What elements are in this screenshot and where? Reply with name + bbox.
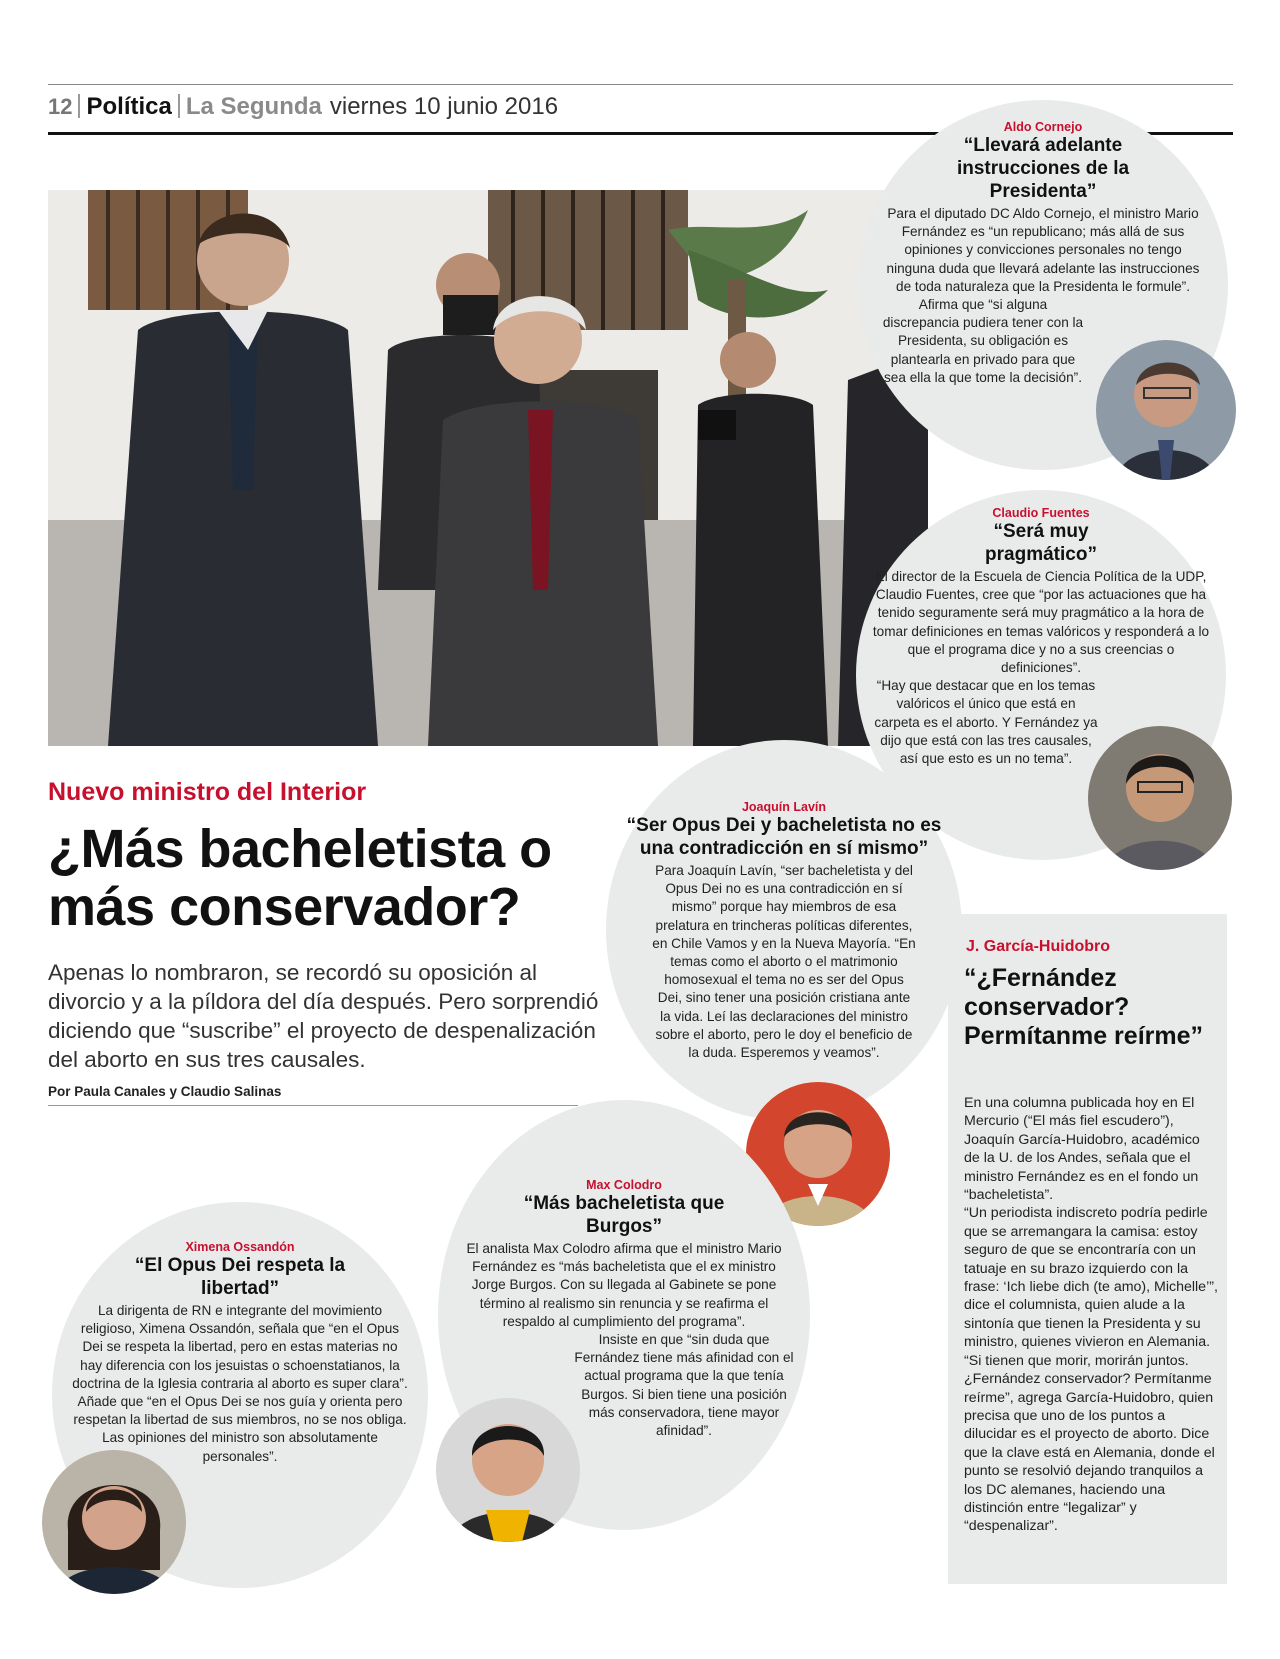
portrait-colodro-illustration (436, 1398, 580, 1542)
page-number: 12 (48, 94, 73, 119)
section-name: Política (86, 93, 172, 120)
portrait-colodro (436, 1398, 580, 1542)
main-photo-illustration (48, 190, 928, 746)
quote-cornejo-name: Aldo Cornejo (1003, 120, 1083, 134)
main-photo (48, 190, 928, 746)
quote-ossandon-name: Ximena Ossandón (185, 1240, 295, 1254)
quote-cornejo-body: Para el diputado DC Aldo Cornejo, el ministro Mario Fernández es “un republicano; más allá de sus opiniones y convicciones personales no tengo ninguna duda que llevará adelante las instrucciones de toda naturaleza que la Presidenta le formule”. (886, 206, 1200, 294)
quote-lavin (622, 800, 946, 1062)
byline-rule (48, 1105, 578, 1106)
portrait-cornejo (1096, 340, 1236, 480)
sidebar-title: “¿Fernández conservador? Permítanme reírme” (964, 964, 1204, 1050)
portrait-ossandon (42, 1450, 186, 1594)
header-separator (178, 94, 180, 118)
story-headline: ¿Más bacheletista o más conservador? (48, 819, 552, 937)
quote-colodro-title: “Más bacheletista que Burgos” (523, 1193, 725, 1237)
quote-lavin-body: Para Joaquín Lavín, “ser bacheletista y del Opus Dei no es una contradicción en sí mismo” porque hay miembros de esa prelatura en trincheras políticas diferentes, en Chile Vamos y en la Nueva Mayoría. “En temas como el aborto o el matrimonio homosexual el tema no es ser del Opus Dei, sino tener una posición cristiana ante la vida. Leí las declaraciones del ministro sobre el aborto, pero le doy el beneficio de la duda. Esperemos y veamos”. (652, 863, 916, 1061)
quote-fuentes-body2: “Hay que destacar que en los temas valóricos el único que está en carpeta es el aborto. Y Fernández ya dijo que está con las tres causales, así que esto es un no tema”. (874, 678, 1098, 767)
portrait-fuentes-illustration (1088, 726, 1232, 870)
sidebar-paragraph: “Un periodista indiscreto podría pedirle que se arremangara la camisa: estoy seguro de que se encontraría con un tatuaje en su brazo izquierdo con la frase: ‘Ich liebe dich (te amo), Michelle’”, dice el columnista, quien alude a la sintonía que tienen la Presidenta y su ministro, quienes vivieron en Alemania. “Si tienen que morir, morirán juntos. ¿Fernández conservador? Permítanme reírme”, agrega García-Huidobro, quien precisa que uno de los puntos a dilucidar es el proyecto de aborto. Dice que la clave está en Alemania, donde el punto se resolvió dejando tranquilos a los DC alemanes, haciendo una distinción entre “legalizar” y “despenalizar”. (964, 1205, 1218, 1535)
portrait-ossandon-illustration (42, 1450, 186, 1594)
header-top-rule (48, 84, 1233, 85)
quote-lavin-name: Joaquín Lavín (741, 800, 827, 814)
quote-fuentes-name: Claudio Fuentes (992, 506, 1090, 520)
quote-colodro-body2: Insiste en que “sin duda que Fernández tiene más afinidad con el actual programa que la que tenía Burgos. Si bien tiene una posición más conservadora, tiene mayor afinidad”. (574, 1332, 794, 1439)
quote-cornejo-body2: Afirma que “si alguna discrepancia pudiera tener con la Presidenta, su obligación es plantearla en privado para que sea ella la que tome la decisión”. (882, 297, 1084, 385)
quote-cornejo-title: “Llevará adelante instrucciones de la Presidenta” (956, 135, 1130, 202)
quote-colodro-body: El analista Max Colodro afirma que el ministro Mario Fernández es “más bacheletista que el ex ministro Jorge Burgos. Con su llegada al Gabinete se pone término al realismo sin renuncia y se reafirma el respaldo al cumplimiento del programa”. (466, 1241, 782, 1329)
sidebar-paragraph: En una columna publicada hoy en El Mercurio (“El más fiel escudero”), Joaquín García-Huidobro, académico de la U. de los Andes, señala que el ministro Fernández es en el fondo un “bacheletista”. (964, 1095, 1200, 1204)
story-kicker: Nuevo ministro del Interior (48, 778, 367, 806)
story-byline: Por Paula Canales y Claudio Salinas (48, 1084, 282, 1099)
quote-ossandon-body: La dirigenta de RN e integrante del movimiento religioso, Ximena Ossandón, señala que “en el Opus Dei se respeta la libertad, pero en estas materias no hay diferencia con los jesuistas o schoenstatianos, la doctrina de la Iglesia contraria al aborto es super clara”. Añade que “en el Opus Dei se nos guía y orienta pero respetan la libertad de sus miembros, no se nos obliga. Las opiniones del ministro son absolutamente personales”. (72, 1303, 408, 1464)
quote-ossandon-title: “El Opus Dei respeta la libertad” (134, 1255, 346, 1299)
quote-fuentes-body: El director de la Escuela de Ciencia Política de la UDP, Claudio Fuentes, cree que “por las actuaciones que ha tenido seguramente será muy pragmático a la hora de tomar definiciones en temas valóricos y responderá a lo que el programa dice y no a sus creencias o definiciones”. (872, 569, 1210, 676)
portrait-cornejo-illustration (1096, 340, 1236, 480)
page-header (48, 90, 558, 124)
issue-date: viernes 10 junio 2016 (329, 93, 559, 120)
quote-colodro-name: Max Colodro (586, 1178, 662, 1192)
header-separator (78, 94, 80, 118)
quote-fuentes-title: “Será muy pragmático” (985, 521, 1097, 565)
portrait-fuentes (1088, 726, 1232, 870)
sidebar-name: J. García-Huidobro (966, 938, 1111, 955)
quote-ossandon (64, 1240, 416, 1466)
story-deck: Apenas lo nombraron, se recordó su oposición al divorcio y a la píldora del día después. Pero sorprendió diciendo que “suscribe” el proyecto de despenalización del aborto en sus tres causales. (48, 960, 599, 1072)
quote-lavin-title: “Ser Opus Dei y bacheletista no es una contradicción en sí mismo” (626, 815, 942, 859)
publication-name: La Segunda (185, 93, 322, 120)
sidebar-body (964, 1094, 1219, 1536)
